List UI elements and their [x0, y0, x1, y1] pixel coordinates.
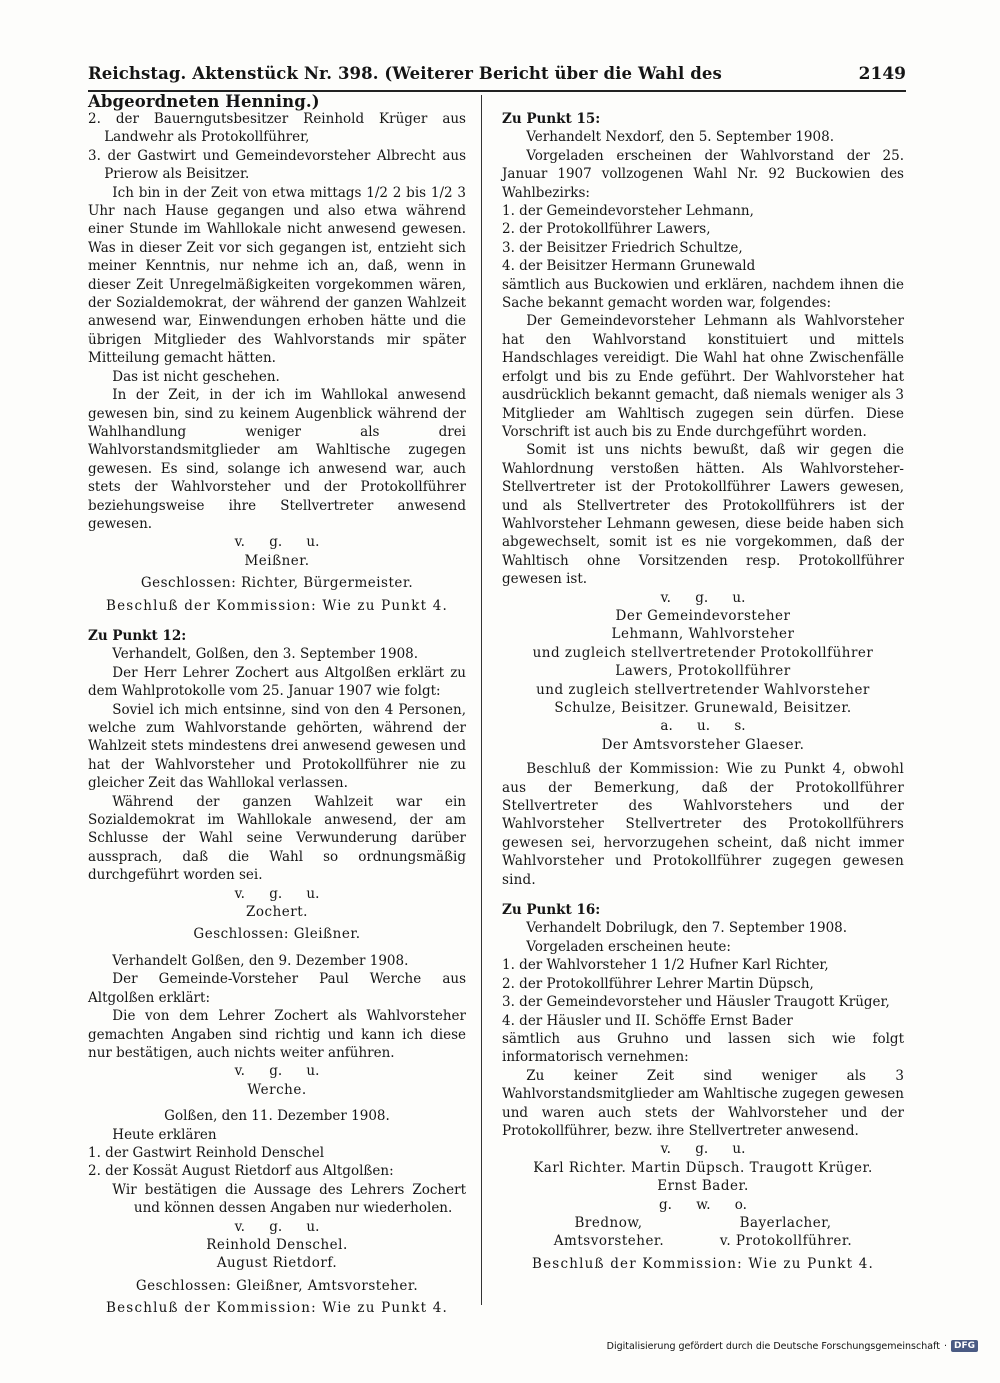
closing-note: Geschlossen: Gleißner, Amtsvorsteher.: [135, 1277, 419, 1294]
signature-line: und zugleich stellvertretender Protokollführer: [532, 644, 874, 661]
aus-mark: a.: [660, 718, 673, 735]
paragraph: Vorgeladen erscheinen heute:: [526, 938, 731, 955]
paragraph: Der Gemeinde-Vorsteher Paul Werche aus Altgolßen erklärt:: [88, 971, 466, 1006]
paragraph: Wir bestätigen die Aussage des Lehrers Zochert und können dessen Angaben nur wiederholen.: [112, 1181, 466, 1217]
paragraph: Heute erklären: [112, 1126, 217, 1143]
signature: Bayerlacher,: [739, 1214, 832, 1231]
list-item: 3. der Beisitzer Friedrich Schultze,: [502, 239, 743, 256]
vgu-line: [88, 1062, 466, 1080]
signature: Zochert.: [246, 904, 308, 921]
gwo-mark: o.: [734, 1196, 747, 1213]
paragraph: Das ist nicht geschehen.: [112, 368, 280, 385]
paragraph: Ich bin in der Zeit von etwa mittags 1/2 2 bis 1/2 3 Uhr nach Hause gegangen und also etwa während einer Stunde im Wahllokale nicht anwesend gewesen. Was in dieser Zeit vor sich gegangen ist, entzieht sich meiner Kenntnis, nur nehme ich an, daß, wenn in dieser Zeit Unregelmäßigkeiten vorgekommen wären, der Sozialdemokrat, der während der ganzen Wahlzeit anwesend war, Einwendungen erhoben hätte und die übrigen Mitglieder des Wahlvorstands mir später Mitteilung gemacht hätten.: [88, 184, 466, 367]
right-column: [502, 110, 904, 1273]
vgu-line: [88, 533, 466, 551]
list-item: 3. der Gastwirt und Gemeindevorsteher Albrecht aus Prierow als Beisitzer.: [88, 147, 466, 183]
commission-decision: Beschluß der Kommission: Wie zu Punkt 4.: [106, 1300, 448, 1317]
signature: Meißner.: [244, 552, 310, 569]
list-item: 1. der Gemeindevorsteher Lehmann,: [502, 203, 754, 220]
list-item: 2. der Kossät August Rietdorf aus Altgolßen:: [88, 1163, 394, 1180]
paragraph: Der Herr Lehrer Zochert aus Altgolßen erklärt zu dem Wahlprotokolle vom 25. Januar 1907 wie folgt:: [88, 664, 466, 700]
signature-line: Schulze, Beisitzer. Grunewald, Beisitzer.: [554, 700, 852, 716]
aus-line: [502, 717, 904, 735]
page-number: 2149: [858, 64, 906, 84]
gwo-mark: w.: [696, 1196, 711, 1213]
list-item: 4. der Beisitzer Hermann Grunewald: [502, 258, 756, 275]
paragraph: Der Gemeindevorsteher Lehmann als Wahlvorsteher hat den Wahlvorstand konstituiert und mittels Handschlages vereidigt. Die Wahl hat ohne Zwischenfälle erfolgt und bis zu Ende geführt. Der Wahlvorsteher hat ausdrücklich bekannt gemacht, daß niemals weniger als 3 Mitglieder am Wahltisch zugegen sein dürfen. Diese Vorschrift ist auch bis zu Ende durchgeführt worden.: [502, 313, 904, 440]
paragraph: Verhandelt Nexdorf, den 5. September 1908.: [526, 129, 834, 146]
vgu-mark: v.: [234, 1063, 245, 1080]
commission-decision: Beschluß der Kommission: Wie zu Punkt 4, obwohl aus der Bemerkung, daß der Protokollführer Stellvertreter des Wahlvorstehers und der Wahlvorsteher Stellvertreter des Protokollführers gewesen sei, hervorzugehen scheint, daß nicht immer Wahlvorsteher und Protokollführer zugegen gewesen sind.: [502, 761, 904, 888]
paragraph: Die von dem Lehrer Zochert als Wahlvorsteher gemachten Angaben sind richtig und kann ich diese nur bestätigen, auch nichts weiter anführen.: [88, 1008, 466, 1061]
paragraph: Während der ganzen Wahlzeit war ein Sozialdemokrat im Wahllokale anwesend, der am Schlusse der Wahl seine Verwunderung darüber aussprach, daß die Wahl so ordnungsmäßig durchgeführt worden sei.: [88, 793, 466, 884]
paragraph: Zu keiner Zeit sind weniger als 3 Wahlvorstandsmitglieder am Wahltische zugegen gewesen und waren auch stets der Wahlvorsteher und der Protokollführer, bezw. ihre Stellvertreter anwesend.: [502, 1067, 904, 1139]
footer-text: Digitalisierung gefördert durch die Deutsche Forschungsgemeinschaft: [606, 1340, 940, 1352]
vgu-mark: g.: [695, 1141, 709, 1158]
signature: Brednow,: [574, 1214, 643, 1231]
vgu-mark: u.: [306, 534, 320, 551]
vgu-mark: g.: [695, 589, 709, 606]
signature-line: Lehmann, Wahlvorsteher: [611, 626, 795, 643]
vgu-mark: v.: [234, 1218, 245, 1235]
aus-mark: s.: [734, 718, 746, 735]
paragraph: Soviel ich mich entsinne, sind von den 4 Personen, welche zum Wahlvorstande gehörten, während der Wahlzeit stets mindestens drei anwesend gewesen und hat der Wahlvorsteher und Protokollführer nie zu gleicher Zeit das Wahllokal verlassen.: [88, 701, 466, 792]
vgu-mark: g.: [269, 1218, 283, 1235]
header-title: Reichstag. Aktenstück Nr. 398. (Weiterer Bericht über die Wahl des Abgeordneten Henning.): [88, 64, 722, 111]
commission-decision: Beschluß der Kommission: Wie zu Punkt 4.: [106, 597, 448, 614]
vgu-line: [88, 1218, 466, 1236]
paragraph: sämtlich aus Gruhno und lassen sich wie folgt informatorisch vernehmen:: [502, 1030, 904, 1066]
gwo-mark: g.: [659, 1196, 672, 1213]
closing-note: Geschlossen: Gleißner.: [193, 926, 361, 943]
vgu-mark: u.: [306, 885, 320, 902]
vgu-mark: v.: [660, 1141, 671, 1158]
list-item: 2. der Protokollführer Lawers,: [502, 221, 711, 238]
section-heading: Zu Punkt 15:: [502, 111, 601, 127]
vgu-line: [502, 589, 904, 607]
dateline: Golßen, den 11. Dezember 1908.: [164, 1108, 390, 1125]
official-signatures: [502, 1214, 904, 1232]
paragraph: Verhandelt Dobrilugk, den 7. September 1908.: [526, 920, 848, 937]
paragraph: sämtlich aus Buckowien und erklären, nachdem ihnen die Sache bekannt gemacht worden war, folgendes:: [502, 276, 904, 312]
vgu-line: [502, 1140, 904, 1158]
closing-note: Geschlossen: Richter, Bürgermeister.: [140, 575, 414, 592]
running-header: [88, 60, 906, 111]
aus-mark: u.: [697, 718, 711, 735]
vgu-mark: v.: [660, 589, 671, 606]
list-item: 2. der Protokollführer Lehrer Martin Düpsch,: [502, 975, 814, 992]
signature-line: Der Amtsvorsteher Glaeser.: [601, 736, 805, 753]
gwo-line: [502, 1196, 904, 1214]
footer-credit: Digitalisierung gefördert durch die Deutsche Forschungsgemeinschaft · DFG: [607, 1340, 978, 1352]
signature-line: und zugleich stellvertretender Wahlvorsteher: [536, 681, 870, 698]
vgu-mark: u.: [306, 1063, 320, 1080]
list-item: 3. der Gemeindevorsteher und Häusler Traugott Krüger,: [502, 994, 890, 1011]
left-column: [88, 110, 466, 1318]
paragraph: Verhandelt, Golßen, den 3. September 1908.: [112, 646, 419, 663]
signature-line: Ernst Bader.: [657, 1178, 749, 1195]
paragraph: Verhandelt Golßen, den 9. Dezember 1908.: [112, 952, 409, 969]
list-item: 1. der Gastwirt Reinhold Denschel: [88, 1144, 325, 1161]
vgu-mark: u.: [732, 1141, 746, 1158]
section-heading: Zu Punkt 12:: [88, 627, 187, 644]
vgu-mark: v.: [234, 885, 245, 902]
signature: Reinhold Denschel.: [206, 1236, 348, 1253]
paragraph: Somit ist uns nichts bewußt, daß wir gegen die Wahlordnung verstoßen hätten. Als Wahlvorsteher-Stellvertreter ist der Protokollführer Lawers gewesen, und als Stellvertreter des Protokollführers ist der Wahlvorsteher Lehmann gewesen, diese beide haben sich abgewechselt, somit ist es nie vorgekommen, daß der Wahltisch ohne Vorsitzenden resp. Protokollführer gewesen ist.: [502, 442, 904, 588]
signature: Werche.: [247, 1081, 307, 1098]
signature-title: v. Protokollführer.: [719, 1233, 853, 1250]
list-item: 4. der Häusler und II. Schöffe Ernst Bader: [502, 1012, 793, 1029]
vgu-mark: g.: [269, 885, 283, 902]
list-item: 2. der Bauerngutsbesitzer Reinhold Krüger aus Landwehr als Protokollführer,: [88, 111, 466, 146]
paragraph: In der Zeit, in der ich im Wahllokal anwesend gewesen bin, sind zu keinem Augenblick während der Wahlhandlung weniger als drei Wahlvorstandsmitglieder am Wahltische zugegen gewesen. Es sind, solange ich anwesend war, auch stets der Wahlvorsteher und der Protokollführer beziehungsweise ihre Stellvertreter anwesend gewesen.: [88, 387, 466, 532]
list-item: 1. der Wahlvorsteher 1 1/2 Hufner Karl Richter,: [502, 957, 829, 974]
vgu-mark: v.: [234, 534, 245, 551]
vgu-mark: g.: [269, 534, 283, 551]
column-divider: [481, 95, 482, 1305]
section-heading: Zu Punkt 16:: [502, 902, 601, 919]
vgu-mark: u.: [306, 1218, 320, 1235]
signature-line: Karl Richter. Martin Düpsch. Traugott Krüger.: [533, 1159, 873, 1176]
official-titles: [502, 1232, 904, 1250]
vgu-mark: u.: [732, 589, 746, 606]
signature: August Rietdorf.: [216, 1255, 338, 1272]
signature-line: Der Gemeindevorsteher: [615, 607, 791, 624]
signature-line: Lawers, Protokollführer: [615, 663, 791, 680]
vgu-line: [88, 885, 466, 903]
dfg-logo-icon: DFG: [951, 1340, 978, 1352]
commission-decision: Beschluß der Kommission: Wie zu Punkt 4.: [532, 1255, 874, 1272]
paragraph: Vorgeladen erscheinen der Wahlvorstand der 25. Januar 1907 vollzogenen Wahl Nr. 92 Buckowien des Wahlbezirks:: [502, 147, 904, 201]
signature-title: Amtsvorsteher.: [553, 1233, 665, 1250]
vgu-mark: g.: [269, 1063, 283, 1080]
